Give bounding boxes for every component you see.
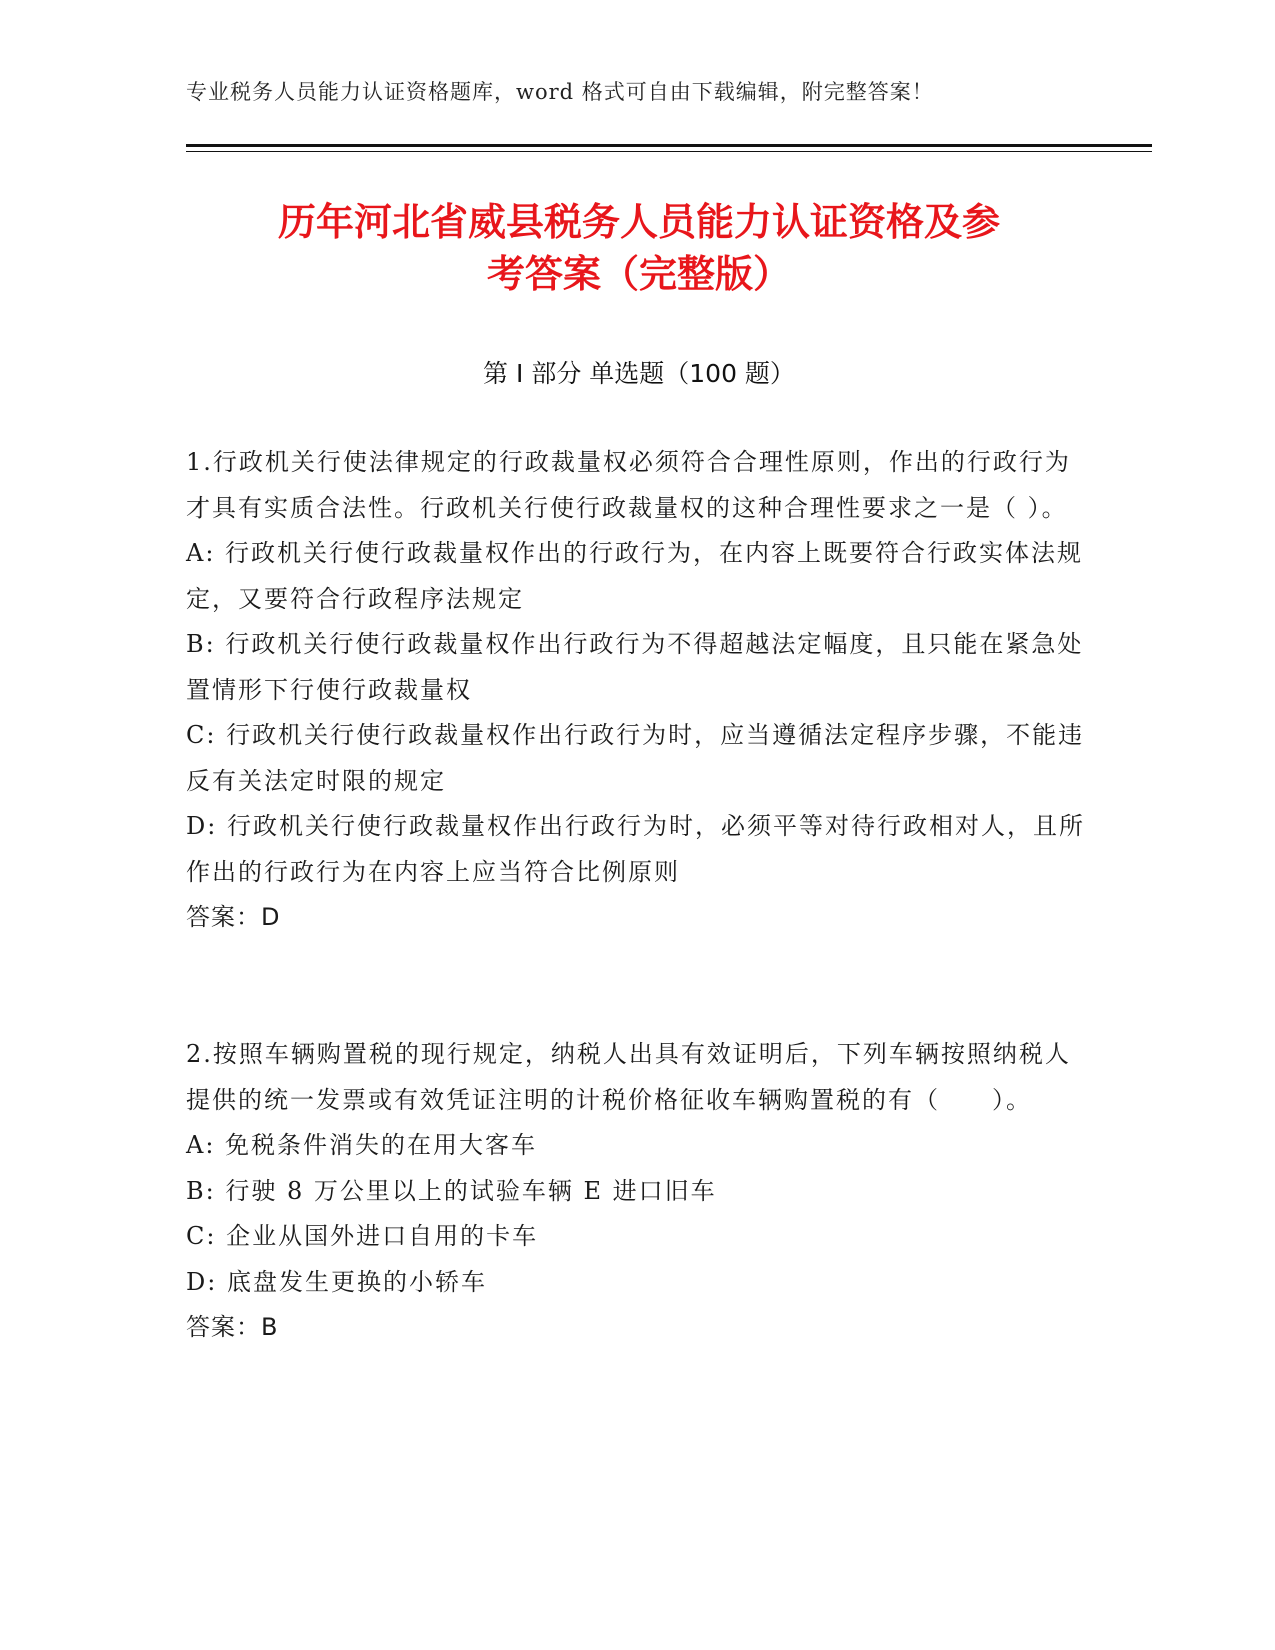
option-c: C: 企业从国外进口自用的卡车 [186, 1222, 539, 1250]
question-stem: 2.按照车辆购置税的现行规定，纳税人出具有效证明后，下列车辆按照纳税人提供的统一发票或有效凭证注明的计税价格征收车辆购置税的有（ ）。 [186, 1040, 1071, 1114]
question-2 [186, 1032, 1086, 1351]
section-title: 第 I 部分 单选题（100 题） [483, 359, 795, 388]
page-header: 专业税务人员能力认证资格题库，word 格式可自由下载编辑，附完整答案！ [186, 80, 934, 104]
option-c: C: 行政机关行使行政裁量权作出行政行为时，应当遵循法定程序步骤，不能违反有关法定时限的规定 [186, 721, 1085, 795]
option-d: D: 底盘发生更换的小轿车 [186, 1267, 487, 1296]
option-b: B: 行驶 8 万公里以上的试验车辆 E 进口旧车 [186, 1176, 717, 1205]
question-1 [186, 440, 1086, 941]
header-rule-thin [186, 151, 1152, 152]
header-rule-thick [186, 144, 1152, 147]
option-a: A: 免税条件消失的在用大客车 [186, 1131, 538, 1159]
option-b: B: 行政机关行使行政裁量权作出行政行为不得超越法定幅度，且只能在紧急处置情形下行使行政裁量权 [186, 630, 1084, 704]
document-title-line-1: 历年河北省威县税务人员能力认证资格及参 [277, 200, 1000, 244]
document-title-line-2: 考答案（完整版） [486, 252, 791, 296]
answer: 答案：B [186, 1313, 279, 1341]
option-d: D: 行政机关行使行政裁量权作出行政行为时，必须平等对待行政相对人，且所作出的行政行为在内容上应当符合比例原则 [186, 812, 1085, 886]
option-a: A: 行政机关行使行政裁量权作出的行政行为，在内容上既要符合行政实体法规定，又要符合行政程序法规定 [186, 539, 1084, 613]
document-title [186, 196, 1092, 300]
question-stem: 1.行政机关行使法律规定的行政裁量权必须符合合理性原则，作出的行政行为才具有实质合法性。行政机关行使行政裁量权的这种合理性要求之一是（ ）。 [186, 448, 1071, 522]
answer: 答案：D [186, 903, 281, 931]
